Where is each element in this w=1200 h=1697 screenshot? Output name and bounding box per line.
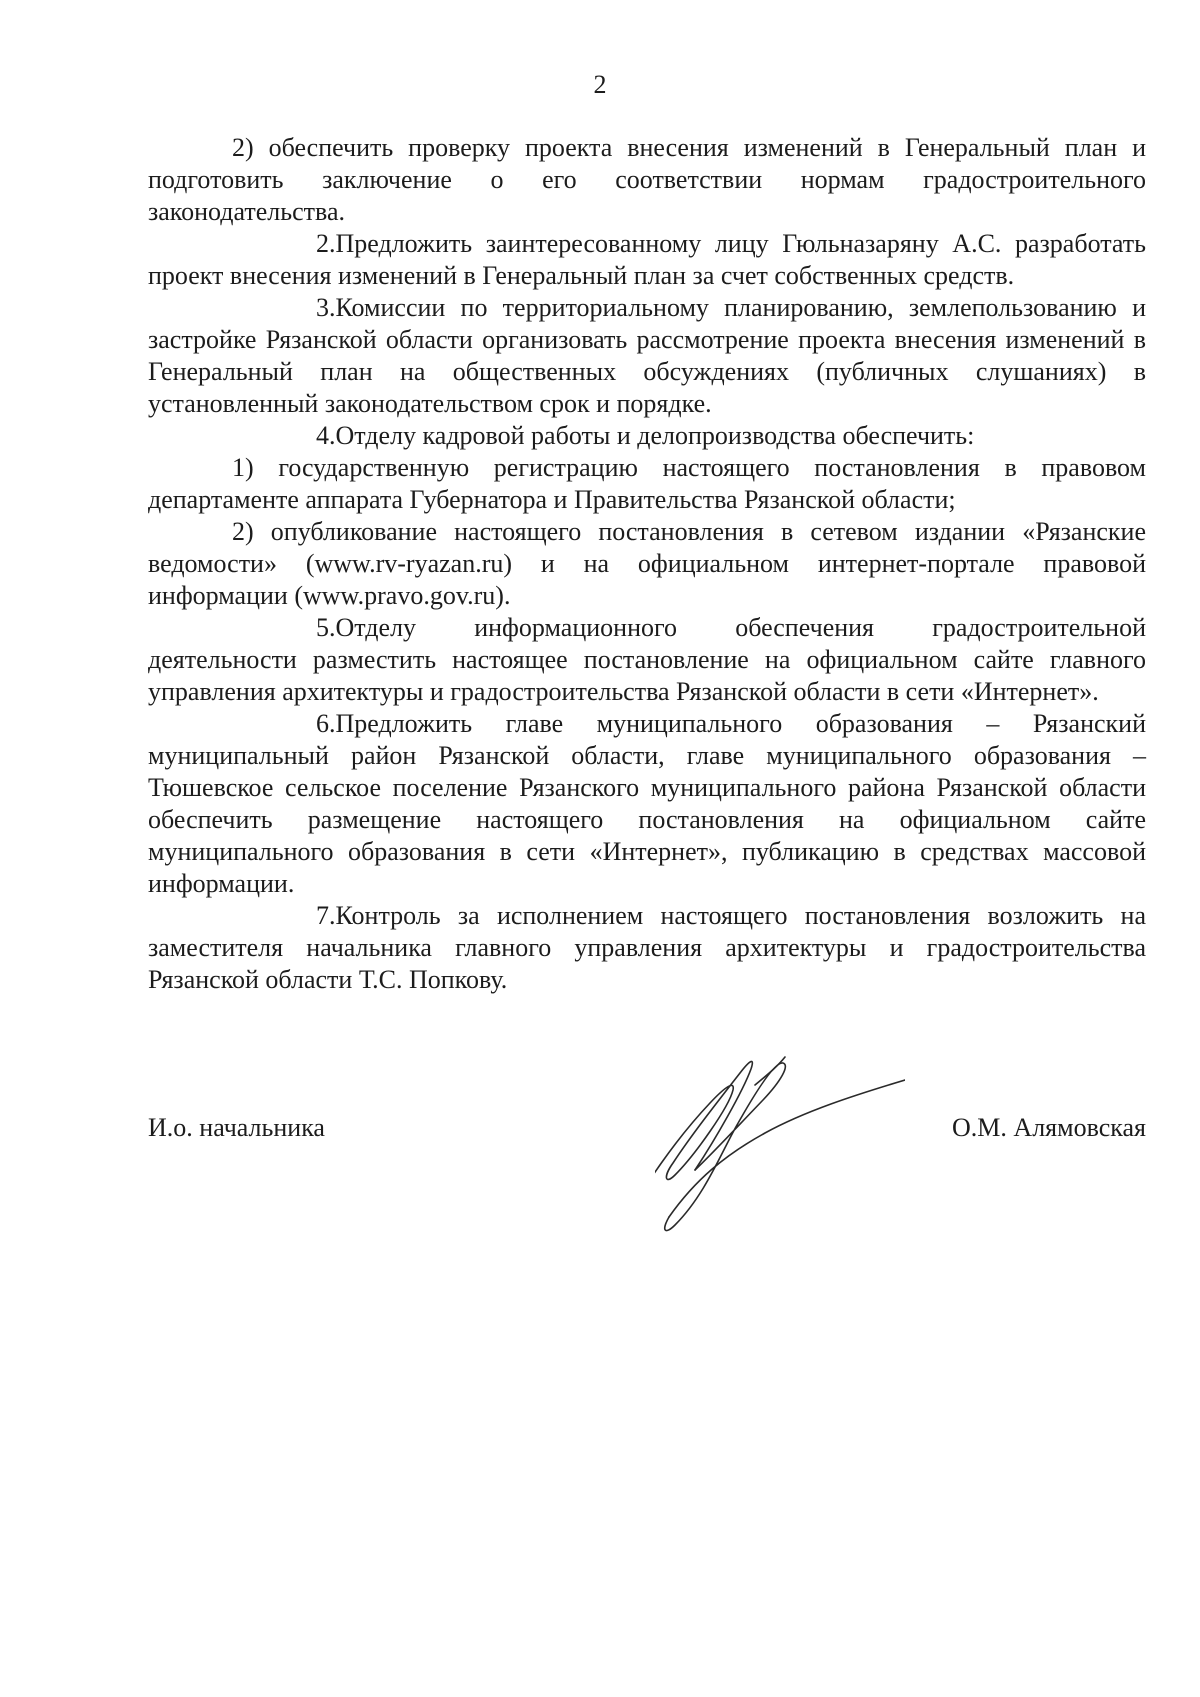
page-number: 2 [593, 70, 607, 99]
paragraph-text: Отделу информационного обеспечения градостроительной деятельности разместить настоящее постановление на официальном сайте главного управления архитектуры и градостроительства Рязанской области в сети «Интернет». [148, 613, 1146, 706]
paragraph-text: Комиссии по территориальному планированию, землепользованию и застройке Рязанской области организовать рассмотрение проекта внесения изменений в Генеральный план на общественных обсуждениях (публичных слушаниях) в установленный законодательством срок и порядке. [148, 293, 1146, 418]
paragraph-1-2-check [148, 132, 1146, 228]
paragraph-6 [148, 708, 1146, 900]
paragraph-4-2 [148, 516, 1146, 612]
paragraph-text: Предложить главе муниципального образования – Рязанский муниципальный район Рязанской области, главе муниципального образования – Тюшевское сельское поселение Рязанского муниципального района Рязанской области обеспечить размещение настоящего постановления на официальном сайте муниципального образования в сети «Интернет», публикацию в средствах массовой информации. [148, 709, 1146, 898]
paragraph-text: Отделу кадровой работы и делопроизводства обеспечить: [335, 421, 975, 450]
paragraph-number: 3. [316, 293, 336, 322]
paragraph-text: Предложить заинтересованному лицу Гюльназаряну А.С. разработать проект внесения изменений в Генеральный план за счет собственных средств. [148, 229, 1146, 290]
paragraph-7 [148, 900, 1146, 996]
paragraph-number: 6. [316, 709, 336, 738]
paragraph-5 [148, 612, 1146, 708]
paragraph-4-1 [148, 452, 1146, 516]
paragraph-number: 2. [316, 229, 336, 258]
paragraph-3 [148, 292, 1146, 420]
paragraph-text: 2) обеспечить проверку проекта внесения изменений в Генеральный план и подготовить заключение о его соответствии нормам градостроительного законодательства. [148, 133, 1146, 226]
paragraph-text: Контроль за исполнением настоящего постановления возложить на заместителя начальника главного управления архитектуры и градостроительства Рязанской области Т.С. Попкову. [148, 901, 1146, 994]
signature-block [148, 1112, 1146, 1152]
paragraph-2 [148, 228, 1146, 292]
signer-title: И.о. начальника [148, 1113, 325, 1142]
document-body [148, 132, 1146, 996]
paragraph-text: 2) опубликование настоящего постановления в сетевом издании «Рязанские ведомости» (www.rv-ryazan.ru) и на официальном интернет-портале правовой информации (www.pravo.gov.ru). [148, 517, 1146, 610]
paragraph-number: 4. [316, 421, 336, 450]
paragraph-text: 1) государственную регистрацию настоящего постановления в правовом департаменте аппарата Губернатора и Правительства Рязанской области; [148, 453, 1146, 514]
handwritten-signature-icon [655, 1045, 905, 1245]
paragraph-4 [148, 420, 1146, 452]
signer-name: О.М. Алямовская [952, 1113, 1146, 1142]
paragraph-number: 5. [316, 613, 336, 642]
paragraph-number: 7. [316, 901, 336, 930]
